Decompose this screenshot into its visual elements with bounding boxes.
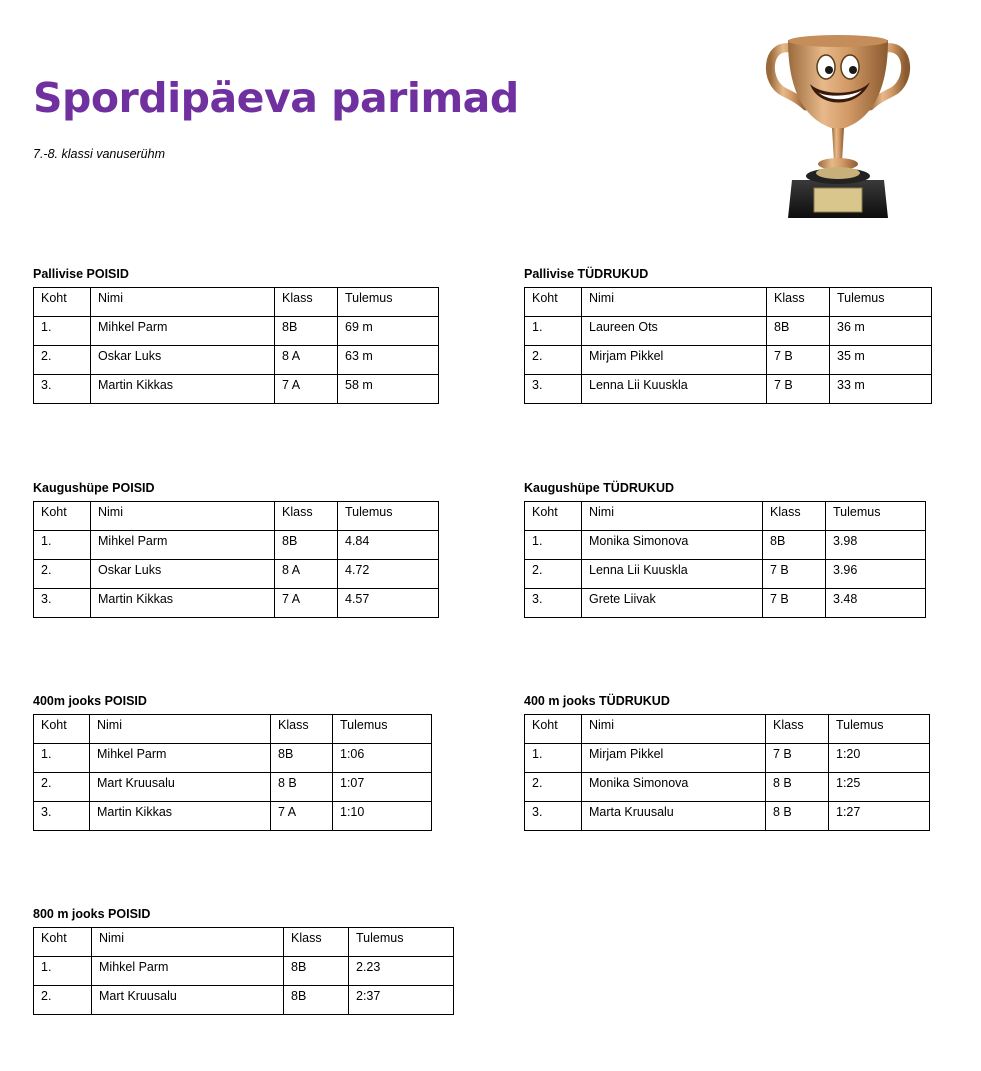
table-row bbox=[34, 744, 432, 773]
table-header-row bbox=[525, 502, 926, 531]
col-header-klass: Klass bbox=[766, 715, 829, 744]
cell-tulemus: 4.72 bbox=[338, 560, 439, 589]
table-row bbox=[525, 744, 930, 773]
cell-nimi: Mihkel Parm bbox=[91, 531, 275, 560]
cell-nimi: Monika Simonova bbox=[582, 773, 766, 802]
section-kaugushupe-poisid bbox=[33, 481, 439, 618]
cell-klass: 8B bbox=[763, 531, 826, 560]
cell-klass: 7 B bbox=[763, 560, 826, 589]
results-table bbox=[33, 927, 454, 1015]
cell-nimi: Lenna Lii Kuuskla bbox=[582, 375, 767, 404]
cell-tulemus: 35 m bbox=[830, 346, 932, 375]
cell-koht: 2. bbox=[525, 773, 582, 802]
table-header-row bbox=[525, 288, 932, 317]
col-header-nimi: Nimi bbox=[582, 715, 766, 744]
col-header-klass: Klass bbox=[275, 288, 338, 317]
cell-klass: 8 B bbox=[766, 802, 829, 831]
cell-koht: 3. bbox=[525, 802, 582, 831]
cell-koht: 1. bbox=[525, 744, 582, 773]
cell-tulemus: 1:25 bbox=[829, 773, 930, 802]
col-header-nimi: Nimi bbox=[582, 502, 763, 531]
cell-klass: 7 B bbox=[766, 744, 829, 773]
section-400m-poisid bbox=[33, 694, 432, 831]
cell-klass: 7 B bbox=[763, 589, 826, 618]
cell-nimi: Oskar Luks bbox=[91, 346, 275, 375]
cell-nimi: Martin Kikkas bbox=[91, 375, 275, 404]
table-row bbox=[34, 589, 439, 618]
table-row bbox=[525, 589, 926, 618]
cell-tulemus: 36 m bbox=[830, 317, 932, 346]
cell-koht: 2. bbox=[525, 346, 582, 375]
table-row bbox=[525, 375, 932, 404]
cell-tulemus: 58 m bbox=[338, 375, 439, 404]
table-row bbox=[34, 957, 454, 986]
cell-nimi: Mirjam Pikkel bbox=[582, 346, 767, 375]
cell-koht: 3. bbox=[34, 802, 90, 831]
col-header-tulemus: Tulemus bbox=[333, 715, 432, 744]
section-kaugushupe-tudrukud bbox=[524, 481, 926, 618]
cell-klass: 8B bbox=[275, 531, 338, 560]
cell-koht: 1. bbox=[34, 531, 91, 560]
cell-klass: 7 A bbox=[275, 375, 338, 404]
col-header-koht: Koht bbox=[525, 502, 582, 531]
table-row bbox=[34, 773, 432, 802]
cell-klass: 8B bbox=[284, 986, 349, 1015]
col-header-nimi: Nimi bbox=[582, 288, 767, 317]
cell-koht: 1. bbox=[34, 957, 92, 986]
cell-tulemus: 1:10 bbox=[333, 802, 432, 831]
cell-tulemus: 69 m bbox=[338, 317, 439, 346]
cell-nimi: Martin Kikkas bbox=[91, 589, 275, 618]
cell-nimi: Martin Kikkas bbox=[90, 802, 271, 831]
cell-nimi: Mart Kruusalu bbox=[92, 986, 284, 1015]
col-header-tulemus: Tulemus bbox=[338, 502, 439, 531]
cell-tulemus: 4.84 bbox=[338, 531, 439, 560]
trophy-icon bbox=[762, 30, 914, 226]
cell-nimi: Mart Kruusalu bbox=[90, 773, 271, 802]
results-table bbox=[33, 287, 439, 404]
cell-koht: 3. bbox=[525, 589, 582, 618]
col-header-koht: Koht bbox=[34, 928, 92, 957]
cell-tulemus: 2.23 bbox=[349, 957, 454, 986]
cell-klass: 8 B bbox=[766, 773, 829, 802]
table-row bbox=[525, 560, 926, 589]
page-subtitle: 7.-8. klassi vanuserühm bbox=[33, 147, 166, 161]
table-row bbox=[525, 346, 932, 375]
col-header-tulemus: Tulemus bbox=[338, 288, 439, 317]
cell-tulemus: 4.57 bbox=[338, 589, 439, 618]
cell-klass: 8B bbox=[767, 317, 830, 346]
cell-tulemus: 1:07 bbox=[333, 773, 432, 802]
section-400m-tudrukud bbox=[524, 694, 930, 831]
section-title: Pallivise POISID bbox=[33, 267, 129, 281]
section-800m-poisid bbox=[33, 907, 454, 1015]
section-title: 400 m jooks TÜDRUKUD bbox=[524, 694, 670, 708]
table-row bbox=[34, 346, 439, 375]
col-header-nimi: Nimi bbox=[91, 502, 275, 531]
cell-koht: 2. bbox=[34, 986, 92, 1015]
cell-nimi: Mirjam Pikkel bbox=[582, 744, 766, 773]
section-title: Kaugushüpe POISID bbox=[33, 481, 155, 495]
table-row bbox=[525, 317, 932, 346]
table-row bbox=[34, 531, 439, 560]
cell-nimi: Mihkel Parm bbox=[92, 957, 284, 986]
table-header-row bbox=[34, 715, 432, 744]
cell-tulemus: 63 m bbox=[338, 346, 439, 375]
table-header-row bbox=[34, 928, 454, 957]
results-table bbox=[33, 714, 432, 831]
cell-klass: 8B bbox=[275, 317, 338, 346]
table-row bbox=[525, 531, 926, 560]
table-row bbox=[34, 317, 439, 346]
cell-klass: 8 B bbox=[271, 773, 333, 802]
cell-nimi: Laureen Ots bbox=[582, 317, 767, 346]
table-header-row bbox=[525, 715, 930, 744]
table-header-row bbox=[34, 502, 439, 531]
cell-tulemus: 3.98 bbox=[826, 531, 926, 560]
col-header-nimi: Nimi bbox=[90, 715, 271, 744]
col-header-nimi: Nimi bbox=[92, 928, 284, 957]
page-title: Spordipäeva parimad bbox=[33, 74, 519, 122]
table-row bbox=[525, 802, 930, 831]
cell-nimi: Grete Liivak bbox=[582, 589, 763, 618]
results-table bbox=[524, 714, 930, 831]
cell-klass: 8 A bbox=[275, 346, 338, 375]
col-header-koht: Koht bbox=[525, 288, 582, 317]
cell-koht: 1. bbox=[34, 744, 90, 773]
cell-tulemus: 2:37 bbox=[349, 986, 454, 1015]
col-header-koht: Koht bbox=[34, 288, 91, 317]
results-table bbox=[524, 287, 932, 404]
cell-tulemus: 1:20 bbox=[829, 744, 930, 773]
cell-klass: 7 B bbox=[767, 346, 830, 375]
cell-klass: 7 B bbox=[767, 375, 830, 404]
cell-koht: 3. bbox=[34, 375, 91, 404]
section-title: 400m jooks POISID bbox=[33, 694, 147, 708]
col-header-tulemus: Tulemus bbox=[349, 928, 454, 957]
col-header-tulemus: Tulemus bbox=[829, 715, 930, 744]
cell-nimi: Oskar Luks bbox=[91, 560, 275, 589]
cell-koht: 2. bbox=[34, 560, 91, 589]
section-pallivise-tudrukud bbox=[524, 267, 932, 404]
table-row bbox=[34, 986, 454, 1015]
cell-nimi: Mihkel Parm bbox=[91, 317, 275, 346]
cell-koht: 3. bbox=[34, 589, 91, 618]
cell-tulemus: 33 m bbox=[830, 375, 932, 404]
table-header-row bbox=[34, 288, 439, 317]
cell-nimi: Marta Kruusalu bbox=[582, 802, 766, 831]
cell-koht: 1. bbox=[525, 531, 582, 560]
cell-koht: 2. bbox=[34, 773, 90, 802]
cell-nimi: Lenna Lii Kuuskla bbox=[582, 560, 763, 589]
table-row bbox=[34, 560, 439, 589]
col-header-nimi: Nimi bbox=[91, 288, 275, 317]
table-row bbox=[34, 802, 432, 831]
section-pallivise-poisid bbox=[33, 267, 439, 404]
col-header-tulemus: Tulemus bbox=[826, 502, 926, 531]
col-header-klass: Klass bbox=[271, 715, 333, 744]
cell-nimi: Monika Simonova bbox=[582, 531, 763, 560]
cell-koht: 1. bbox=[525, 317, 582, 346]
results-table bbox=[524, 501, 926, 618]
cell-klass: 8 A bbox=[275, 560, 338, 589]
section-title: 800 m jooks POISID bbox=[33, 907, 151, 921]
section-title: Kaugushüpe TÜDRUKUD bbox=[524, 481, 674, 495]
cell-koht: 2. bbox=[34, 346, 91, 375]
col-header-klass: Klass bbox=[284, 928, 349, 957]
cell-koht: 2. bbox=[525, 560, 582, 589]
col-header-klass: Klass bbox=[763, 502, 826, 531]
cell-koht: 3. bbox=[525, 375, 582, 404]
col-header-koht: Koht bbox=[34, 502, 91, 531]
col-header-koht: Koht bbox=[34, 715, 90, 744]
col-header-koht: Koht bbox=[525, 715, 582, 744]
cell-klass: 8B bbox=[271, 744, 333, 773]
cell-tulemus: 1:27 bbox=[829, 802, 930, 831]
col-header-tulemus: Tulemus bbox=[830, 288, 932, 317]
cell-tulemus: 1:06 bbox=[333, 744, 432, 773]
col-header-klass: Klass bbox=[767, 288, 830, 317]
section-title: Pallivise TÜDRUKUD bbox=[524, 267, 649, 281]
table-row bbox=[525, 773, 930, 802]
results-table bbox=[33, 501, 439, 618]
cell-koht: 1. bbox=[34, 317, 91, 346]
col-header-klass: Klass bbox=[275, 502, 338, 531]
cell-tulemus: 3.96 bbox=[826, 560, 926, 589]
cell-klass: 7 A bbox=[275, 589, 338, 618]
cell-nimi: Mihkel Parm bbox=[90, 744, 271, 773]
cell-klass: 8B bbox=[284, 957, 349, 986]
cell-tulemus: 3.48 bbox=[826, 589, 926, 618]
cell-klass: 7 A bbox=[271, 802, 333, 831]
table-row bbox=[34, 375, 439, 404]
